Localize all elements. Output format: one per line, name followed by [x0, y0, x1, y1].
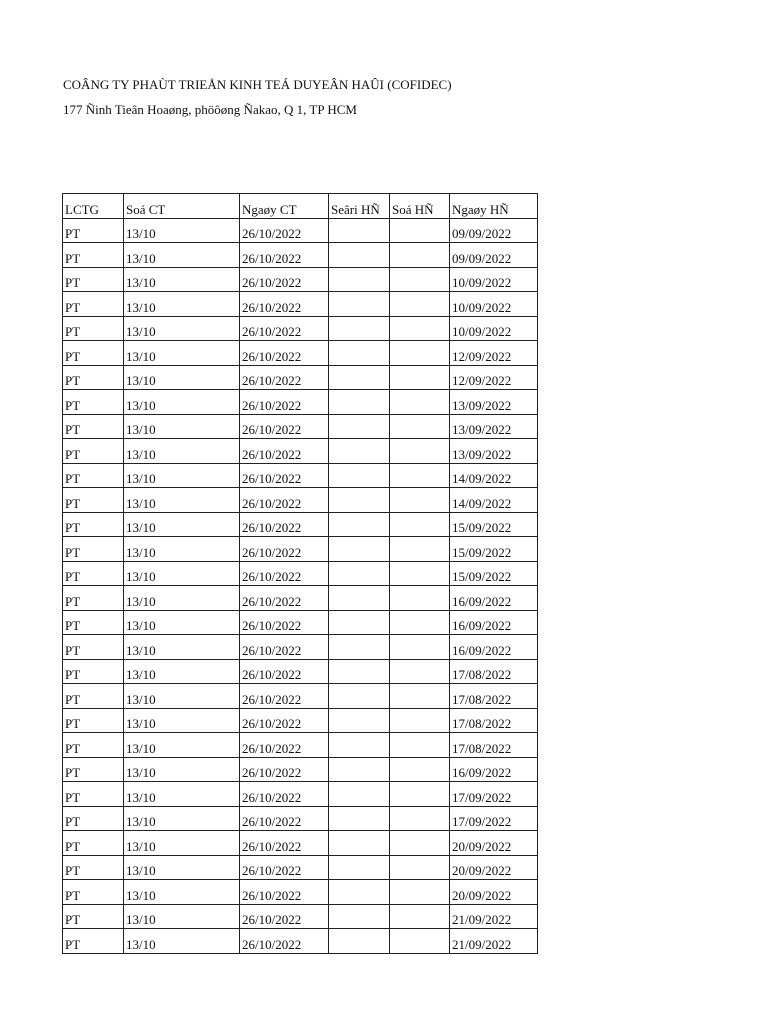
lctg-cell: PT	[63, 218, 124, 243]
seri-hd-cell	[329, 341, 390, 366]
table-row	[63, 243, 538, 268]
seri-hd-cell	[329, 365, 390, 390]
ngay-hd-cell: 09/09/2022	[450, 243, 538, 268]
so-ct-cell: 13/10	[124, 806, 240, 831]
so-hd-cell	[390, 537, 450, 562]
ngay-hd-cell: 09/09/2022	[450, 218, 538, 243]
seri-hd-cell	[329, 243, 390, 268]
column-header-so-hd: Soá HÑ	[390, 194, 450, 219]
ngay-hd-cell: 17/08/2022	[450, 684, 538, 709]
table-row	[63, 782, 538, 807]
ngay-hd-cell: 16/09/2022	[450, 586, 538, 611]
so-hd-cell	[390, 390, 450, 415]
lctg-cell: PT	[63, 439, 124, 464]
so-hd-cell	[390, 292, 450, 317]
company-address: 177 Ñinh Tieân Hoaøng, phöôøng Ñakao, Q 1, TP HCM	[63, 102, 357, 117]
ngay-ct-cell: 26/10/2022	[240, 341, 329, 366]
table-row	[63, 855, 538, 880]
ngay-ct-cell: 26/10/2022	[240, 586, 329, 611]
table-row	[63, 512, 538, 537]
ngay-hd-cell: 21/09/2022	[450, 929, 538, 954]
lctg-cell: PT	[63, 414, 124, 439]
lctg-cell: PT	[63, 880, 124, 905]
seri-hd-cell	[329, 463, 390, 488]
so-hd-cell	[390, 831, 450, 856]
table-row	[63, 929, 538, 954]
table-row	[63, 684, 538, 709]
so-hd-cell	[390, 365, 450, 390]
lctg-cell: PT	[63, 610, 124, 635]
ngay-ct-cell: 26/10/2022	[240, 561, 329, 586]
ngay-ct-cell: 26/10/2022	[240, 733, 329, 758]
ngay-ct-cell: 26/10/2022	[240, 610, 329, 635]
so-hd-cell	[390, 488, 450, 513]
so-hd-cell	[390, 684, 450, 709]
so-hd-cell	[390, 243, 450, 268]
ngay-hd-cell: 17/08/2022	[450, 708, 538, 733]
so-ct-cell: 13/10	[124, 684, 240, 709]
lctg-cell: PT	[63, 708, 124, 733]
seri-hd-cell	[329, 880, 390, 905]
column-header-seri-hd: Seâri HÑ	[329, 194, 390, 219]
table-row	[63, 341, 538, 366]
so-ct-cell: 13/10	[124, 390, 240, 415]
lctg-cell: PT	[63, 929, 124, 954]
seri-hd-cell	[329, 414, 390, 439]
table-row	[63, 414, 538, 439]
ngay-ct-cell: 26/10/2022	[240, 708, 329, 733]
ngay-hd-cell: 21/09/2022	[450, 904, 538, 929]
so-ct-cell: 13/10	[124, 880, 240, 905]
ngay-hd-cell: 13/09/2022	[450, 439, 538, 464]
lctg-cell: PT	[63, 659, 124, 684]
seri-hd-cell	[329, 757, 390, 782]
column-header-ngay-hd: Ngaøy HÑ	[450, 194, 538, 219]
so-ct-cell: 13/10	[124, 512, 240, 537]
so-ct-cell: 13/10	[124, 831, 240, 856]
table-row	[63, 831, 538, 856]
so-hd-cell	[390, 561, 450, 586]
lctg-cell: PT	[63, 537, 124, 562]
so-hd-cell	[390, 659, 450, 684]
table-row	[63, 365, 538, 390]
lctg-cell: PT	[63, 635, 124, 660]
ngay-ct-cell: 26/10/2022	[240, 684, 329, 709]
so-ct-cell: 13/10	[124, 855, 240, 880]
so-ct-cell: 13/10	[124, 292, 240, 317]
lctg-cell: PT	[63, 488, 124, 513]
ngay-hd-cell: 20/09/2022	[450, 880, 538, 905]
ngay-ct-cell: 26/10/2022	[240, 757, 329, 782]
lctg-cell: PT	[63, 512, 124, 537]
so-ct-cell: 13/10	[124, 316, 240, 341]
table-row	[63, 267, 538, 292]
so-hd-cell	[390, 635, 450, 660]
lctg-cell: PT	[63, 782, 124, 807]
ngay-ct-cell: 26/10/2022	[240, 855, 329, 880]
so-hd-cell	[390, 512, 450, 537]
ngay-ct-cell: 26/10/2022	[240, 512, 329, 537]
ngay-hd-cell: 17/08/2022	[450, 733, 538, 758]
seri-hd-cell	[329, 806, 390, 831]
so-ct-cell: 13/10	[124, 929, 240, 954]
ngay-hd-cell: 16/09/2022	[450, 635, 538, 660]
ledger-table	[62, 193, 538, 954]
seri-hd-cell	[329, 831, 390, 856]
ngay-ct-cell: 26/10/2022	[240, 414, 329, 439]
so-hd-cell	[390, 267, 450, 292]
ngay-hd-cell: 20/09/2022	[450, 855, 538, 880]
seri-hd-cell	[329, 708, 390, 733]
so-ct-cell: 13/10	[124, 365, 240, 390]
so-hd-cell	[390, 806, 450, 831]
so-ct-cell: 13/10	[124, 733, 240, 758]
ngay-ct-cell: 26/10/2022	[240, 390, 329, 415]
ngay-hd-cell: 13/09/2022	[450, 414, 538, 439]
table-row	[63, 904, 538, 929]
seri-hd-cell	[329, 635, 390, 660]
table-row	[63, 733, 538, 758]
ngay-hd-cell: 16/09/2022	[450, 610, 538, 635]
lctg-cell: PT	[63, 365, 124, 390]
so-ct-cell: 13/10	[124, 267, 240, 292]
ngay-hd-cell: 17/09/2022	[450, 806, 538, 831]
lctg-cell: PT	[63, 292, 124, 317]
so-ct-cell: 13/10	[124, 659, 240, 684]
so-hd-cell	[390, 855, 450, 880]
so-ct-cell: 13/10	[124, 757, 240, 782]
ngay-hd-cell: 10/09/2022	[450, 292, 538, 317]
seri-hd-cell	[329, 292, 390, 317]
ngay-hd-cell: 10/09/2022	[450, 316, 538, 341]
lctg-cell: PT	[63, 904, 124, 929]
seri-hd-cell	[329, 659, 390, 684]
so-ct-cell: 13/10	[124, 635, 240, 660]
so-ct-cell: 13/10	[124, 782, 240, 807]
ngay-hd-cell: 13/09/2022	[450, 390, 538, 415]
table-row	[63, 218, 538, 243]
ngay-ct-cell: 26/10/2022	[240, 782, 329, 807]
seri-hd-cell	[329, 684, 390, 709]
table-row	[63, 561, 538, 586]
ngay-ct-cell: 26/10/2022	[240, 806, 329, 831]
ngay-hd-cell: 16/09/2022	[450, 757, 538, 782]
seri-hd-cell	[329, 855, 390, 880]
seri-hd-cell	[329, 610, 390, 635]
table-row	[63, 316, 538, 341]
table-row	[63, 292, 538, 317]
ngay-ct-cell: 26/10/2022	[240, 488, 329, 513]
so-ct-cell: 13/10	[124, 708, 240, 733]
so-ct-cell: 13/10	[124, 414, 240, 439]
so-ct-cell: 13/10	[124, 243, 240, 268]
table-row	[63, 880, 538, 905]
so-ct-cell: 13/10	[124, 488, 240, 513]
table-row	[63, 757, 538, 782]
ngay-hd-cell: 12/09/2022	[450, 365, 538, 390]
ngay-hd-cell: 15/09/2022	[450, 512, 538, 537]
ngay-hd-cell: 17/08/2022	[450, 659, 538, 684]
ngay-ct-cell: 26/10/2022	[240, 243, 329, 268]
header-row	[63, 194, 538, 219]
so-hd-cell	[390, 316, 450, 341]
lctg-cell: PT	[63, 316, 124, 341]
table-row	[63, 708, 538, 733]
so-hd-cell	[390, 708, 450, 733]
lctg-cell: PT	[63, 855, 124, 880]
seri-hd-cell	[329, 561, 390, 586]
ngay-ct-cell: 26/10/2022	[240, 831, 329, 856]
table-row	[63, 463, 538, 488]
ngay-ct-cell: 26/10/2022	[240, 218, 329, 243]
ngay-ct-cell: 26/10/2022	[240, 880, 329, 905]
table-row	[63, 806, 538, 831]
so-ct-cell: 13/10	[124, 610, 240, 635]
lctg-cell: PT	[63, 463, 124, 488]
column-header-ngay-ct: Ngaøy CT	[240, 194, 329, 219]
so-hd-cell	[390, 929, 450, 954]
table-row	[63, 537, 538, 562]
lctg-cell: PT	[63, 243, 124, 268]
ngay-ct-cell: 26/10/2022	[240, 365, 329, 390]
table-row	[63, 659, 538, 684]
seri-hd-cell	[329, 390, 390, 415]
ngay-ct-cell: 26/10/2022	[240, 292, 329, 317]
seri-hd-cell	[329, 488, 390, 513]
lctg-cell: PT	[63, 586, 124, 611]
ngay-hd-cell: 20/09/2022	[450, 831, 538, 856]
ngay-ct-cell: 26/10/2022	[240, 439, 329, 464]
so-ct-cell: 13/10	[124, 561, 240, 586]
table-row	[63, 488, 538, 513]
lctg-cell: PT	[63, 684, 124, 709]
ngay-hd-cell: 12/09/2022	[450, 341, 538, 366]
seri-hd-cell	[329, 512, 390, 537]
seri-hd-cell	[329, 439, 390, 464]
ngay-ct-cell: 26/10/2022	[240, 463, 329, 488]
seri-hd-cell	[329, 929, 390, 954]
so-hd-cell	[390, 586, 450, 611]
seri-hd-cell	[329, 218, 390, 243]
ngay-hd-cell: 15/09/2022	[450, 561, 538, 586]
column-header-so-ct: Soá CT	[124, 194, 240, 219]
so-hd-cell	[390, 414, 450, 439]
so-ct-cell: 13/10	[124, 463, 240, 488]
table-row	[63, 610, 538, 635]
ngay-ct-cell: 26/10/2022	[240, 904, 329, 929]
so-hd-cell	[390, 610, 450, 635]
ngay-hd-cell: 10/09/2022	[450, 267, 538, 292]
lctg-cell: PT	[63, 757, 124, 782]
seri-hd-cell	[329, 586, 390, 611]
table-row	[63, 439, 538, 464]
so-hd-cell	[390, 904, 450, 929]
so-hd-cell	[390, 439, 450, 464]
so-ct-cell: 13/10	[124, 439, 240, 464]
so-hd-cell	[390, 880, 450, 905]
seri-hd-cell	[329, 733, 390, 758]
column-header-lctg: LCTG	[63, 194, 124, 219]
lctg-cell: PT	[63, 733, 124, 758]
lctg-cell: PT	[63, 806, 124, 831]
so-ct-cell: 13/10	[124, 586, 240, 611]
so-hd-cell	[390, 463, 450, 488]
ngay-ct-cell: 26/10/2022	[240, 267, 329, 292]
ledger-table-body	[63, 218, 538, 953]
lctg-cell: PT	[63, 267, 124, 292]
table-row	[63, 635, 538, 660]
seri-hd-cell	[329, 316, 390, 341]
ngay-ct-cell: 26/10/2022	[240, 635, 329, 660]
ngay-hd-cell: 14/09/2022	[450, 488, 538, 513]
ngay-hd-cell: 17/09/2022	[450, 782, 538, 807]
table-row	[63, 390, 538, 415]
table-row	[63, 586, 538, 611]
lctg-cell: PT	[63, 341, 124, 366]
so-ct-cell: 13/10	[124, 904, 240, 929]
ngay-hd-cell: 15/09/2022	[450, 537, 538, 562]
so-ct-cell: 13/10	[124, 341, 240, 366]
lctg-cell: PT	[63, 831, 124, 856]
seri-hd-cell	[329, 267, 390, 292]
seri-hd-cell	[329, 782, 390, 807]
so-hd-cell	[390, 782, 450, 807]
ngay-ct-cell: 26/10/2022	[240, 659, 329, 684]
lctg-cell: PT	[63, 390, 124, 415]
ngay-ct-cell: 26/10/2022	[240, 537, 329, 562]
seri-hd-cell	[329, 537, 390, 562]
so-hd-cell	[390, 341, 450, 366]
so-hd-cell	[390, 218, 450, 243]
ngay-ct-cell: 26/10/2022	[240, 316, 329, 341]
ngay-ct-cell: 26/10/2022	[240, 929, 329, 954]
so-ct-cell: 13/10	[124, 218, 240, 243]
ledger-table-header	[63, 194, 538, 219]
lctg-cell: PT	[63, 561, 124, 586]
so-ct-cell: 13/10	[124, 537, 240, 562]
ngay-hd-cell: 14/09/2022	[450, 463, 538, 488]
company-name: COÂNG TY PHAÙT TRIEÅN KINH TEÁ DUYEÂN HAÛI (COFIDEC)	[63, 77, 452, 92]
so-hd-cell	[390, 757, 450, 782]
seri-hd-cell	[329, 904, 390, 929]
so-hd-cell	[390, 733, 450, 758]
